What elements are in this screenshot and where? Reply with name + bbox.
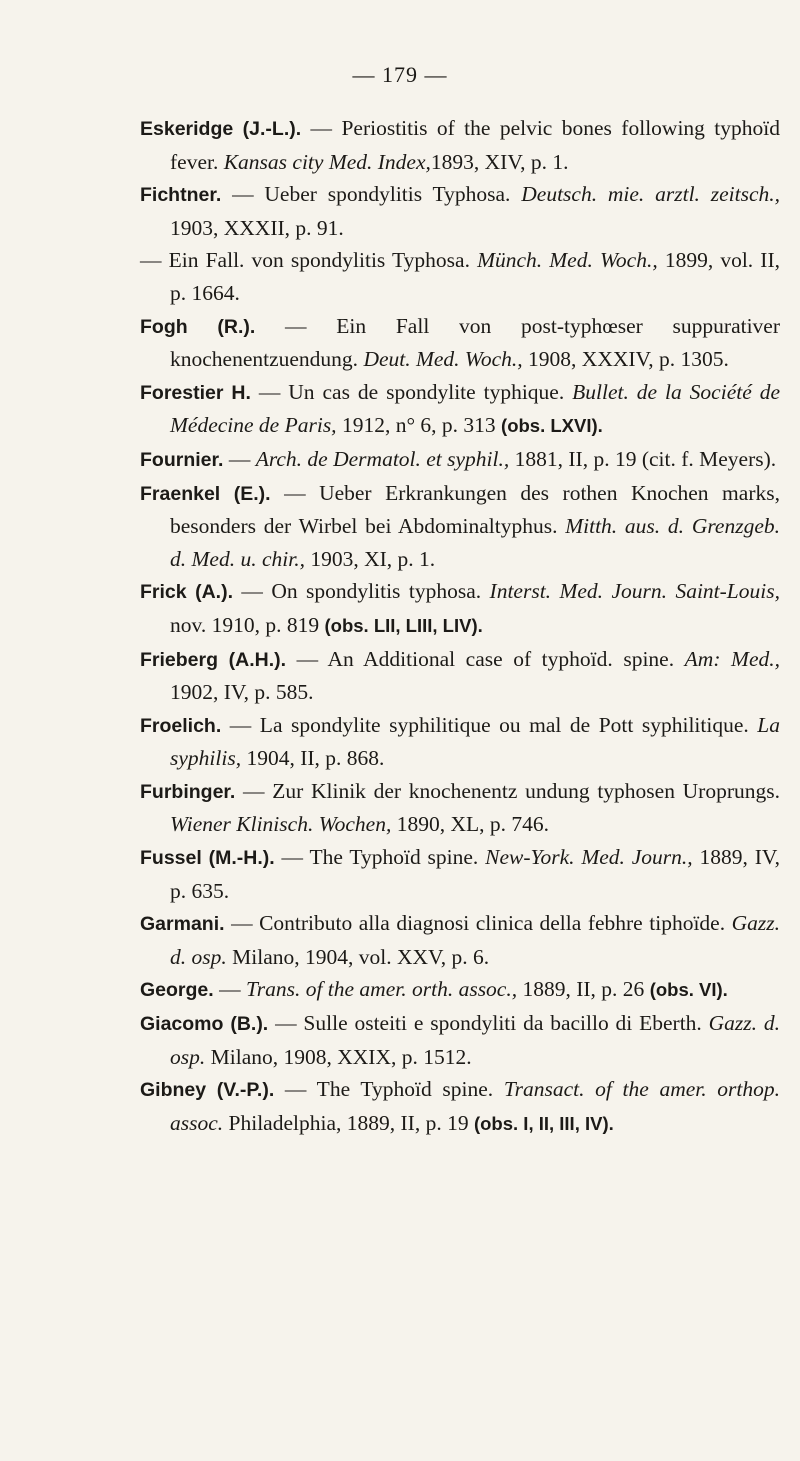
reference-author: Gibney (V.-P.). [140, 1079, 275, 1102]
reference-entry [140, 575, 780, 642]
reference-author: Garmani. [140, 913, 225, 936]
reference-details: 1908, XXXIV, p. 1305. [522, 347, 729, 372]
reference-author: Fussel (M.-H.). [140, 847, 275, 870]
reference-journal: Gazz. d. osp. [170, 1011, 781, 1069]
reference-entry [140, 310, 780, 376]
reference-observations: (obs. VI). [649, 979, 728, 1001]
reference-author: Furbinger. [140, 780, 236, 803]
reference-text: — The Typhoïd spine. [274, 845, 486, 870]
reference-journal: Mitth. aus. d. Grenzgeb. d. Med. u. chir., [170, 514, 780, 571]
reference-entry [140, 841, 780, 907]
reference-details: 1899, vol. II, p. 1664. [170, 248, 781, 305]
reference-details: 1912, n° 6, p. 313 [336, 413, 502, 438]
reference-journal: Kansas city Med. Index, [223, 149, 431, 174]
reference-details: Philadelphia, 1889, II, p. 19 [223, 1110, 474, 1135]
reference-entry [140, 112, 780, 178]
reference-entry [140, 477, 780, 576]
reference-journal: Wiener Klinisch. Wochen, [170, 812, 392, 837]
reference-author: Fournier. [140, 448, 224, 471]
reference-observations: (obs. LXVI). [501, 415, 603, 437]
reference-details: 1889, II, p. 26 [517, 977, 650, 1002]
reference-author: Frieberg (A.H.). [140, 648, 287, 671]
reference-details: 1903, XI, p. 1. [304, 546, 436, 571]
reference-journal: Am: Med., [684, 646, 780, 671]
reference-author: Fraenkel (E.). [140, 482, 271, 505]
reference-entry [140, 973, 780, 1007]
reference-journal: Interst. Med. Journ. Saint-Louis, [489, 579, 780, 604]
reference-journal: Arch. de Dermatol. et syphil., [255, 446, 510, 471]
reference-observations: (obs. I, II, III, IV). [473, 1112, 614, 1134]
reference-text: — Zur Klinik der knochenentz undung typhosen Uroprungs. [235, 778, 780, 803]
bibliography-list [140, 112, 780, 1140]
reference-text: — [213, 977, 246, 1002]
reference-author: George. [140, 979, 214, 1002]
reference-details: 1902, IV, p. 585. [170, 680, 314, 705]
reference-entry [140, 643, 780, 709]
reference-text: — On spondylitis typhosa. [232, 579, 490, 604]
reference-journal: Transact. of the amer. orthop. assoc. [170, 1077, 781, 1135]
reference-details: 1903, XXXII, p. 91. [170, 215, 344, 240]
reference-entry [140, 1007, 780, 1073]
reference-text: — The Typhoïd spine. [274, 1077, 504, 1102]
reference-author: Fichtner. [140, 184, 222, 207]
reference-text: — Sulle osteiti e spondyliti da bacillo di Eberth. [268, 1011, 709, 1036]
reference-details: 1889, IV, p. 635. [170, 845, 780, 903]
reference-details: 1893, XIV, p. 1. [430, 149, 569, 174]
reference-entry [140, 376, 780, 443]
reference-text: — Ein Fall. von spondylitis Typhosa. [140, 248, 478, 273]
reference-journal: Deut. Med. Woch., [363, 347, 523, 372]
reference-entry [140, 775, 780, 841]
reference-entry [140, 244, 780, 309]
reference-journal: Deutsch. mie. arztl. zeitsch., [521, 182, 780, 207]
reference-text: — Ueber spondylitis Typhosa. [221, 182, 522, 207]
reference-author: Froelich. [140, 714, 222, 737]
reference-details: 1881, II, p. 19 (cit. f. Meyers). [509, 446, 777, 471]
reference-entry [140, 907, 780, 973]
page-number: — 179 — [352, 62, 448, 87]
reference-journal: New-York. Med. Journ., [485, 845, 693, 870]
reference-journal: Münch. Med. Woch., [477, 248, 658, 273]
reference-author: Eskeridge (J.-L.). [140, 118, 302, 140]
reference-text: — [223, 446, 256, 471]
reference-author: Frick (A.). [140, 581, 233, 604]
reference-text: — Ueber Erkrankungen des rothen Knochen marks, besonders der Wirbel bei Abdominaltyphus. [170, 480, 780, 539]
reference-details: nov. 1910, p. 819 [170, 612, 325, 637]
reference-journal: Gazz. d. osp. [170, 911, 780, 969]
reference-entry [140, 1073, 780, 1140]
reference-entry [140, 709, 780, 775]
reference-entry [140, 178, 780, 244]
reference-text: — An Additional case of typhoïd. spine. [286, 646, 685, 671]
reference-details: 1904, II, p. 868. [241, 746, 385, 771]
reference-details: Milano, 1908, XXIX, p. 1512. [205, 1044, 472, 1069]
reference-text: — Ein Fall von post-typhœser suppurativer knochenentzuendung. [170, 313, 781, 372]
reference-journal: La syphilis, [170, 712, 780, 771]
reference-observations: (obs. LII, LIII, LIV). [324, 614, 483, 636]
reference-journal: Bullet. de la Société de Médecine de Paris, [170, 379, 780, 438]
reference-entry [140, 443, 780, 477]
reference-text: — Un cas de spondylite typhique. [250, 379, 573, 404]
reference-text: — Periostitis of the pelvic bones following typhoïd fever. [170, 116, 781, 174]
reference-text: — La spondylite syphilitique ou mal de Pott syphilitique. [221, 712, 758, 737]
reference-author: Forestier H. [140, 381, 251, 404]
reference-details: 1890, XL, p. 746. [391, 812, 550, 837]
reference-author: Giacomo (B.). [140, 1013, 269, 1036]
reference-journal: Trans. of the amer. orth. assoc., [245, 977, 518, 1002]
reference-text: — Contributo alla diagnosi clinica della febhre tiphoïde. [224, 911, 732, 936]
reference-author: Fogh (R.). [140, 315, 256, 338]
reference-details: Milano, 1904, vol. XXV, p. 6. [226, 944, 490, 969]
